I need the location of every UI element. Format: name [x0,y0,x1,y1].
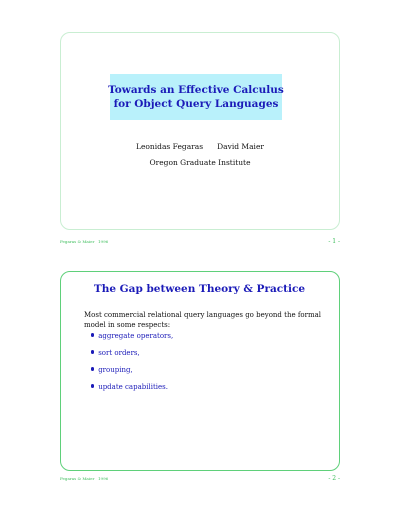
bullet-icon [91,350,94,353]
slide-title: The Gap between Theory & Practice [93,283,306,295]
bullet-text: grouping, [98,366,133,374]
page-number: - 2 - [328,475,340,482]
author-1: Leonidas Fegaras [136,142,204,151]
authors-line [61,142,339,151]
footer-year: 1996 [98,239,109,244]
slide-frame-1 [60,32,340,230]
footer-year: 1996 [98,476,109,481]
bullet-text: aggregate operators, [98,332,174,340]
bullet-icon [91,367,94,370]
affiliation: Oregon Graduate Institute [149,158,251,167]
footer-authors: Fegaras & Maier [60,476,95,481]
bullet-icon [91,384,94,387]
bullet-list [91,332,173,400]
intro-paragraph: Most commercial relational query languages go beyond the formal model in some respects: [84,311,322,329]
bullet-item [91,349,173,366]
author-2: David Maier [217,142,264,151]
slide-frame-2 [60,271,340,471]
title-line-2: for Object Query Languages [113,98,279,110]
title-highlight-box [110,74,282,120]
bullet-text: update capabilities. [98,383,168,391]
bullet-item [91,332,173,349]
title-line-1: Towards an Effective Calculus [108,84,284,96]
bullet-text: sort orders, [98,349,140,357]
bullet-item [91,366,173,383]
footer-authors: Fegaras & Maier [60,239,95,244]
page-number: - 1 - [328,238,340,245]
slide-page-2 [0,259,400,518]
bullet-item [91,383,173,400]
bullet-icon [91,333,94,336]
